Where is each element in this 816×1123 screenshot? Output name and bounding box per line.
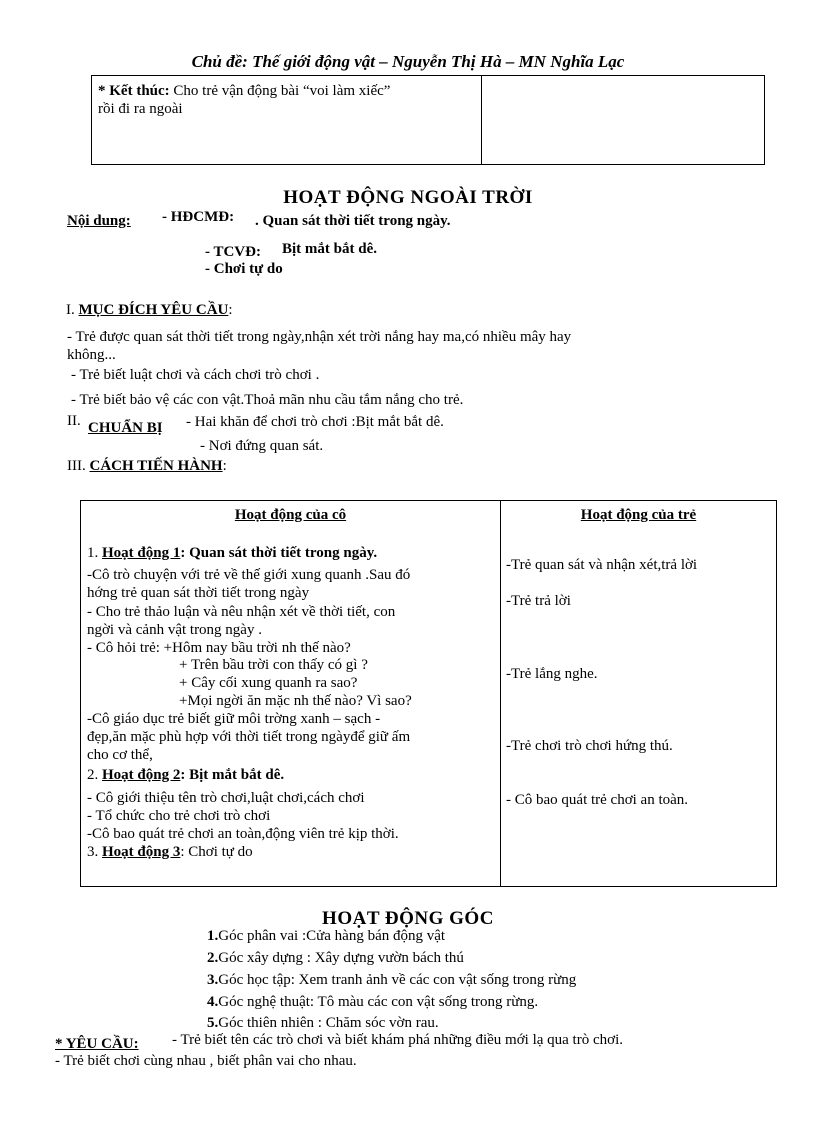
corner-text: Góc học tập: Xem tranh ảnh về các con vật sống trong rừng: [218, 972, 577, 988]
corner-item-3: [207, 972, 576, 989]
col-teacher-header: Hoạt động của cô: [234, 507, 347, 523]
section3-title: CÁCH TIẾN HÀNH: [89, 458, 223, 474]
ending-divider: [481, 76, 482, 164]
teacher-line: +Mọi ngời ăn mặc nh thế nào? Vì sao?: [179, 693, 412, 709]
tcvd-text: Bịt mắt bắt dê.: [282, 241, 377, 257]
teacher-line: - Cô hỏi trẻ: +Hôm nay bầu trời nh thế nào?: [87, 640, 351, 656]
teacher-line: - Tổ chức cho trẻ chơi trò chơi: [87, 808, 271, 824]
s2-item-2: - Nơi đứng quan sát.: [200, 438, 324, 454]
act2-prefix: 2.: [87, 767, 99, 783]
teacher-line: - Cô giới thiệu tên trò chơi,luật chơi,cách chơi: [87, 790, 365, 806]
teacher-line: + Trên bầu trời con thấy có gì ?: [179, 657, 368, 673]
s1-item-3: - Trẻ biết luật chơi và cách chơi trò chơi .: [71, 367, 320, 383]
table-divider: [500, 501, 501, 886]
corner-text: Góc xây dựng : Xây dựng vườn bách thú: [218, 950, 464, 966]
teacher-line: - Cho trẻ thảo luận và nêu nhận xét về thời tiết, con: [87, 604, 396, 620]
s1-item-1: - Trẻ được quan sát thời tiết trong ngày,nhận xét trời nắng hay ma,có nhiều mây hay: [67, 329, 572, 345]
teacher-line: ngời và cảnh vật trong ngày .: [87, 622, 262, 638]
child-line: -Trẻ chơi trò chơi hứng thú.: [506, 738, 673, 754]
corner-text: Góc nghệ thuật: Tô màu các con vật sống trong rừng.: [218, 994, 539, 1010]
act3-text: : Chơi tự do: [180, 844, 253, 860]
corner-text: Góc thiên nhiên : Chăm sóc vờn rau.: [218, 1015, 439, 1031]
child-line: -Trẻ lắng nghe.: [506, 666, 598, 682]
requirement-1: - Trẻ biết tên các trò chơi và biết khám phá những điều mới lạ qua trò chơi.: [172, 1032, 623, 1048]
act3-heading: [87, 844, 253, 861]
child-line: -Trẻ quan sát và nhận xét,trả lời: [506, 557, 698, 573]
act2-title: : Bịt mắt bắt dê.: [180, 767, 285, 783]
corner-item-2: [207, 950, 464, 967]
tcvd-label: - TCVĐ:: [205, 244, 261, 260]
child-line: -Trẻ trả lời: [506, 593, 571, 609]
corner-num: 1.: [207, 928, 219, 944]
section1-title: MỤC ĐÍCH YÊU CẦU: [78, 302, 229, 318]
section1-roman: I.: [66, 302, 75, 318]
child-line: - Cô bao quát trẻ chơi an toàn.: [506, 792, 689, 808]
teacher-line: -Cô giáo dục trẻ biết giữ môi trờng xanh – sạch -: [87, 711, 381, 727]
corners-title: HOẠT ĐỘNG GÓC: [322, 908, 494, 929]
activity-table: [80, 500, 777, 887]
teacher-line: cho cơ thể,: [87, 747, 153, 763]
act3-prefix: 3.: [87, 844, 99, 860]
act2-heading: [87, 767, 284, 784]
hdcmd-label: - HĐCMĐ:: [162, 209, 235, 225]
s1-item-2: không...: [67, 347, 116, 363]
section2-title: CHUẨN BỊ: [88, 420, 163, 436]
hdcmd-text: . Quan sát thời tiết trong ngày.: [255, 213, 451, 229]
page-header: Chủ đề: Thế giới động vật – Nguyễn Thị Hà – MN Nghĩa Lạc: [191, 52, 625, 71]
teacher-line: hớng trẻ quan sát thời tiết trong ngày: [87, 585, 310, 601]
ending-box: [91, 75, 765, 165]
section3-colon: :: [222, 458, 227, 474]
act1-heading: [87, 545, 377, 562]
corner-num: 3.: [207, 972, 219, 988]
section1-colon: :: [228, 302, 233, 318]
teacher-line: đẹp,ăn mặc phù hợp với thời tiết trong ngàyđể giữ ấm: [87, 729, 411, 745]
content-label: Nội dung:: [67, 213, 131, 229]
ending-line1: Cho trẻ vận động bài “voi làm xiếc”: [173, 83, 391, 99]
act3-label: Hoạt động 3: [102, 844, 181, 860]
s2-item-1: - Hai khăn để chơi trò chơi :Bịt mắt bắt dê.: [186, 414, 444, 430]
ending-text: [98, 82, 478, 118]
outdoor-title: HOẠT ĐỘNG NGOÀI TRỜI: [283, 187, 533, 208]
corner-num: 4.: [207, 994, 219, 1010]
corner-num: 2.: [207, 950, 219, 966]
corner-item-5: [207, 1015, 439, 1032]
section3-heading: [67, 458, 227, 475]
requirement-label: * YÊU CẦU:: [55, 1036, 139, 1052]
corner-item-4: [207, 994, 538, 1011]
requirement-2: - Trẻ biết chơi cùng nhau , biết phân vai cho nhau.: [55, 1053, 357, 1069]
s1-item-4: - Trẻ biết bảo vệ các con vật.Thoả mãn nhu cầu tắm nắng cho trẻ.: [71, 392, 464, 408]
ending-label: * Kết thúc:: [98, 83, 170, 99]
act2-label: Hoạt động 2: [102, 767, 181, 783]
free-play: - Chơi tự do: [205, 261, 283, 277]
teacher-line: -Cô bao quát trẻ chơi an toàn,động viên trẻ kịp thời.: [87, 826, 399, 842]
act1-label: Hoạt động 1: [102, 545, 181, 561]
corner-text: Góc phân vai :Cửa hàng bán động vật: [218, 928, 446, 944]
section1-heading: [66, 302, 233, 319]
act1-prefix: 1.: [87, 545, 99, 561]
teacher-line: + Cây cối xung quanh ra sao?: [179, 675, 358, 691]
col-child-header: Hoạt động của trẻ: [580, 507, 697, 523]
corner-num: 5.: [207, 1015, 219, 1031]
section3-roman: III.: [67, 458, 86, 474]
corner-item-1: [207, 928, 445, 945]
act1-title: : Quan sát thời tiết trong ngày.: [180, 545, 378, 561]
teacher-line: -Cô trò chuyện với trẻ về thế giới xung quanh .Sau đó: [87, 567, 411, 583]
section2-roman: II.: [67, 413, 81, 429]
ending-line2: rồi đi ra ngoài: [98, 101, 183, 117]
